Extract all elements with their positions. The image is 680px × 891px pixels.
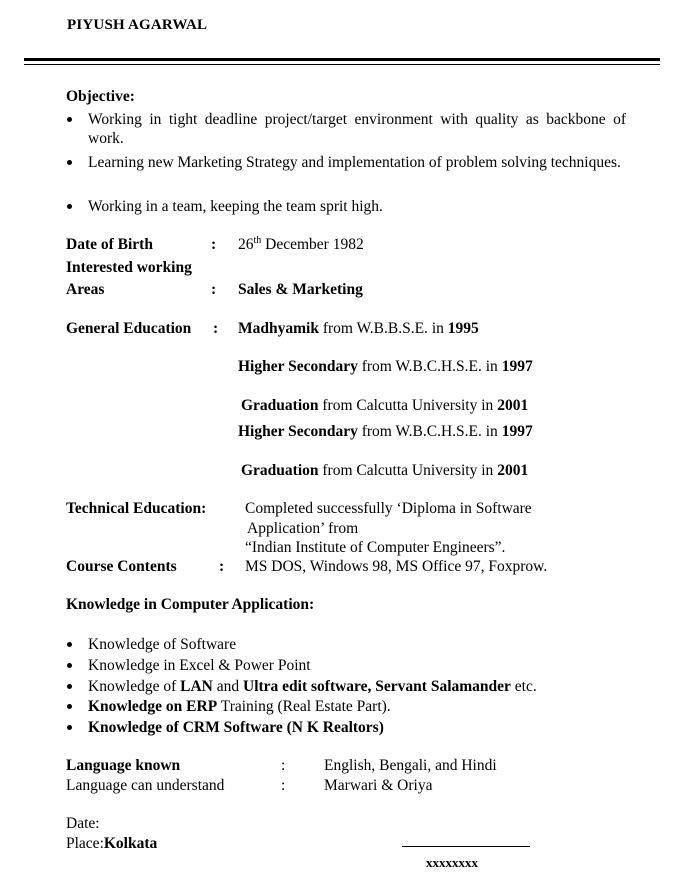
interest-colon: : [211, 281, 217, 298]
language-known-colon: : [281, 757, 286, 774]
interest-label-line2: Areas [66, 281, 105, 298]
resume-name: PIYUSH AGARWAL [67, 17, 208, 33]
objective-item: Working in tight deadline project/target environment with quality as backbone of work. [88, 111, 626, 147]
knowledge-heading: Knowledge in Computer Application: [66, 596, 315, 613]
course-contents-value: MS DOS, Windows 98, MS Office 97, Foxprow. [245, 558, 548, 575]
knowledge-item: Knowledge of Software [88, 636, 237, 653]
course-contents-label: Course Contents [66, 558, 177, 575]
header-rule-thin [24, 64, 660, 65]
objective-item: Working in a team, keeping the team sprit high. [88, 198, 383, 215]
language-known-label: Language known [66, 757, 181, 774]
education-row: Higher Secondary from W.B.C.H.S.E. in 1997 [238, 423, 533, 440]
knowledge-item: Knowledge of LAN and Ultra edit software, Servant Salamander etc. [88, 678, 537, 695]
language-known-value: English, Bengali, and Hindi [324, 757, 497, 774]
language-understand-colon: : [281, 777, 286, 794]
header-rule-thick [24, 58, 660, 61]
technical-education-line3: “Indian Institute of Computer Engineers”. [245, 539, 506, 556]
dob-label: Date of Birth [66, 236, 153, 253]
bullet-icon [67, 704, 72, 709]
bullet-icon [67, 642, 72, 647]
technical-education-label: Technical Education: [66, 500, 207, 517]
bullet-icon [67, 663, 72, 668]
education-row: Madhyamik from W.B.B.S.E. in 1995 [238, 320, 479, 337]
technical-education-line2: Application’ from [247, 520, 359, 537]
general-education-label: General Education [66, 320, 192, 337]
interest-label-line1: Interested working [66, 259, 192, 276]
bullet-icon [67, 117, 72, 122]
dob-value: 26th December 1982 [238, 234, 364, 253]
interest-value: Sales & Marketing [238, 281, 363, 298]
general-education-colon: : [213, 320, 219, 337]
education-row: Graduation from Calcutta University in 2001 [241, 462, 529, 479]
technical-education-line1: Completed successfully ‘Diploma in Software [245, 500, 532, 517]
dob-colon: : [211, 236, 217, 253]
education-row: Graduation from Calcutta University in 2001 [241, 397, 529, 414]
education-row: Higher Secondary from W.B.C.H.S.E. in 1997 [238, 358, 533, 375]
objective-heading: Objective: [66, 88, 135, 105]
objective-item: Learning new Marketing Strategy and implementation of problem solving techniques. [88, 154, 621, 171]
language-understand-value: Marwari & Oriya [324, 777, 433, 794]
bullet-icon [67, 160, 72, 165]
bullet-icon [67, 684, 72, 689]
signature-name: xxxxxxxx [426, 855, 478, 870]
course-contents-colon: : [219, 558, 225, 575]
knowledge-item: Knowledge on ERP Training (Real Estate Part). [88, 698, 391, 715]
signature-line [402, 846, 530, 847]
date-label: Date: [66, 815, 100, 832]
knowledge-item: Knowledge in Excel & Power Point [88, 657, 311, 674]
knowledge-item: Knowledge of CRM Software (N K Realtors) [88, 719, 384, 736]
place-line: Place:Kolkata [66, 835, 158, 852]
language-understand-label: Language can understand [66, 777, 225, 794]
bullet-icon [67, 725, 72, 730]
bullet-icon [67, 204, 72, 209]
